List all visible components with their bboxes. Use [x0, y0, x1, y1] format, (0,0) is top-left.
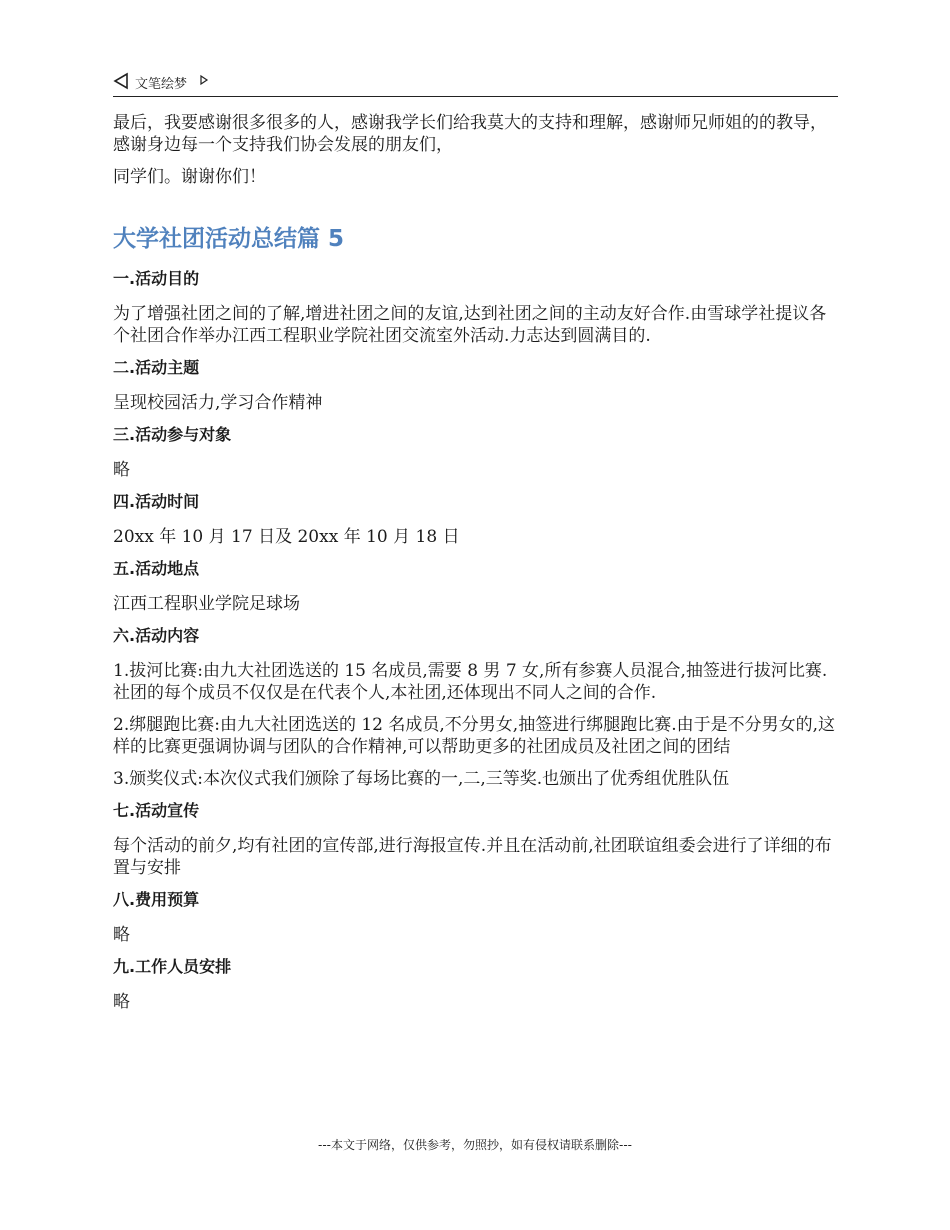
heading-location: 五.活动地点 — [113, 559, 200, 578]
paragraph-publicity: 每个活动的前夕,均有社团的宣传部,进行海报宣传.并且在活动前,社团联谊组委会进行了详细的布置与安排 — [113, 836, 832, 878]
paragraph-content-1: 1.拔河比赛:由九大社团选送的 15 名成员,需要 8 男 7 女,所有参赛人员混合,抽签进行拔河比赛.社团的每个成员不仅仅是在代表个人,本社团,还体现出不同人之间的合作. — [113, 661, 828, 703]
paragraph-content-3: 3.颁奖仪式:本次仪式我们颁除了每场比赛的一,二,三等奖.也颁出了优秀组优胜队伍 — [113, 769, 730, 789]
triangle-right-icon — [199, 74, 209, 86]
heading-theme: 二.活动主题 — [113, 358, 200, 377]
paragraph-purpose: 为了增强社团之间的了解,增进社团之间的友谊,达到社团之间的主动友好合作.由雪球学社提议各个社团合作举办江西工程职业学院社团交流室外活动.力志达到圆满目的. — [113, 304, 827, 346]
paragraph-theme: 呈现校园活力,学习合作精神 — [113, 393, 323, 413]
paragraph-time: 20xx 年 10 月 17 日及 20xx 年 10 月 18 日 — [113, 527, 460, 547]
heading-purpose: 一.活动目的 — [113, 269, 200, 288]
paragraph-content-2: 2.绑腿跑比赛:由九大社团选送的 12 名成员,不分男女,抽签进行绑腿跑比赛.由于是不分男女的,这样的比赛更强调协调与团队的合作精神,可以帮助更多的社团成员及社团之间的团结 — [113, 715, 836, 757]
heading-budget: 八.费用预算 — [113, 890, 200, 909]
heading-participants: 三.活动参与对象 — [113, 425, 232, 444]
heading-publicity: 七.活动宣传 — [113, 801, 200, 820]
intro-paragraph-1: 最后，我要感谢很多很多的人，感谢我学长们给我莫大的支持和理解，感谢师兄师姐的的教导，感谢身边每一个支持我们协会发展的朋友们， — [113, 113, 827, 155]
paragraph-location: 江西工程职业学院足球场 — [113, 594, 300, 614]
heading-content: 六.活动内容 — [113, 626, 200, 645]
heading-staff: 九.工作人员安排 — [113, 957, 232, 976]
paragraph-budget: 略 — [113, 925, 130, 945]
page-footer: ---本文于网络，仅供参考，勿照抄，如有侵权请联系删除--- — [318, 1138, 632, 1152]
header-brand: 文笔绘梦 — [135, 77, 188, 92]
page-header — [113, 70, 838, 97]
paragraph-staff: 略 — [113, 992, 130, 1012]
document-body — [113, 112, 843, 1023]
section-title: 大学社团活动总结篇 5 — [113, 226, 345, 252]
heading-time: 四.活动时间 — [113, 492, 200, 511]
triangle-left-icon — [113, 72, 129, 90]
paragraph-participants: 略 — [113, 460, 130, 480]
intro-paragraph-2: 同学们。谢谢你们！ — [113, 167, 266, 187]
